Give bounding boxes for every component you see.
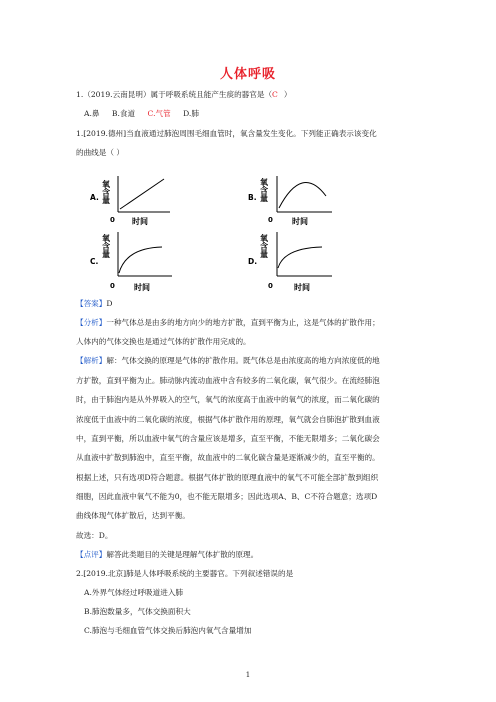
graph-c-ylabel: 氧含量 (101, 234, 111, 258)
graph-c-option-label: C. (90, 257, 99, 266)
graph-option-d (244, 226, 354, 294)
comment-line: 【点评】解答此类题目的关键是理解气体扩散的原理。 (76, 550, 259, 559)
graph-d-curve (278, 247, 322, 268)
graph-c-curve (119, 247, 162, 273)
graph-c-xlabel: 时间 (134, 283, 150, 292)
page-title: 人体呼吸 (219, 67, 276, 82)
explain-line-4: 浓度低于血液中的二氧化碳的浓度，根据气体扩散作用的原理，氧气就会自肺泡扩散到血液 (76, 415, 380, 424)
graph-b-xlabel: 时间 (292, 217, 308, 226)
question-3-option-a: A.外界气体经过呼吸道进入肺 (84, 588, 184, 597)
graph-a-curve (120, 179, 164, 209)
graph-option-b (244, 168, 354, 230)
analysis-line2: 人体内的气体交换也是通过气体的扩散作用完成的。 (76, 337, 251, 346)
page-number: 1 (245, 671, 251, 679)
graph-b-curve (279, 183, 326, 208)
explain-line-6: 从血液中扩散到肺泡中，直至平衡，故血液中的二氧化碳含量是逐渐减少的，直至平衡的。 (76, 453, 380, 462)
question-2-stem-line2: 的曲线是（ ） (76, 148, 124, 157)
question-1-stem: 1.（2019.云南昆明）属于呼吸系统且能产生痰的器官是（C ） (76, 90, 292, 99)
conclusion: 故选：D。 (76, 531, 113, 540)
explain-line-2: 方扩散，直到平衡为止。肺动脉内流动血液中含有较多的二氧化碳，氧气很少。在流经肺泡 (76, 376, 380, 385)
question-3-stem: 2.[2019.北京]肺是人体呼吸系统的主要器官。下列叙述错误的是 (76, 569, 294, 578)
explain-line-5: 中，直到平衡，所以血液中氧气的含量应该是增多，直至平衡，不能无限增多；二氧化碳会 (76, 434, 380, 443)
question-3-option-c: C.肺泡与毛细血管气体交换后肺泡内氧气含量增加 (84, 626, 252, 635)
answer-value: D (106, 299, 113, 308)
graph-b-ylabel: 氧含量 (259, 178, 269, 202)
answer-tag: 【答案】 (76, 299, 107, 308)
answer-line (76, 298, 112, 309)
explain-line-7: 根据上述，只有选项D符合题意。根据气体扩散的原理血液中的氧气不可能全部扩散到组织 (76, 473, 379, 482)
graph-a-origin: 0 (110, 216, 115, 224)
graph-option-c (90, 226, 200, 294)
question-3-option-b: B.肺泡数量多，气体交换面积大 (84, 607, 191, 616)
graph-c-origin: 0 (110, 282, 115, 290)
question-1-options: A.鼻 B.食道 C.气管 D.肺 (84, 109, 199, 118)
graph-d-xlabel: 时间 (294, 283, 310, 292)
graph-b-origin: 0 (268, 216, 273, 224)
question-1-answer: C (272, 90, 278, 99)
graph-d-origin: 0 (268, 282, 273, 290)
graph-b-option-label: B. (248, 193, 257, 202)
explain-line-9: 曲线体现气体扩散后，达到平衡。 (76, 511, 190, 520)
question-2-stem-line1: 1.[2019.德州]当血液通过肺泡周围毛细血管时，氧含量发生变化。下列能正确表示该变化 (76, 129, 377, 138)
explain-line-8: 细胞，因此血液中氧气不能为0，也不能无限增多；因此选项A、B、C不符合题意；选项D (76, 492, 378, 501)
graph-d-ylabel: 氧含量 (259, 234, 269, 258)
graph-a-xlabel: 时间 (132, 217, 148, 226)
graph-option-a (90, 168, 200, 230)
explain-line-3: 时，由于肺泡内是从外界吸入的空气，氧气的浓度高于血液中的氧气的浓度，而二氧化碳的 (76, 395, 380, 404)
graph-d-option-label: D. (248, 257, 258, 266)
graph-a-ylabel: 氧含量 (101, 180, 111, 204)
graph-a-option-label: A. (90, 193, 99, 202)
analysis-line1: 【分析】一种气体总是由多的地方向少的地方扩散，直到平衡为止，这是气体的扩散作用； (76, 318, 380, 327)
explain-line-1: 【解析】解：气体交换的原理是气体的扩散作用。既气体总是由浓度高的地方向浓度低的地 (76, 356, 380, 365)
